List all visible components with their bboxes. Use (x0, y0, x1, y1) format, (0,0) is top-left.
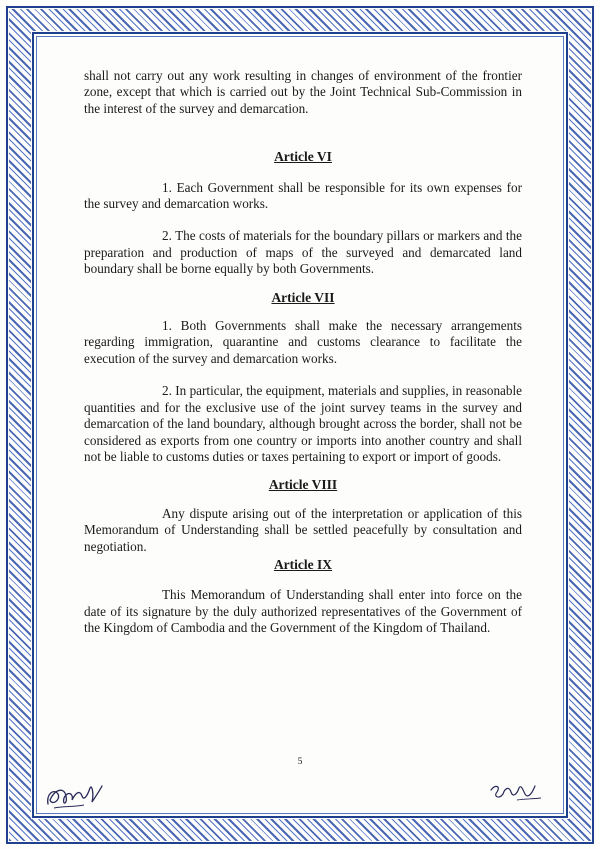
article-7-paragraph-1: 1. Both Governments shall make the necessary arrangements regarding immigration, quarantine and customs clearance to facilitate the execution of the survey and demarcation works. (84, 318, 522, 366)
left-signature-icon (44, 776, 124, 812)
article-6-paragraph-1: 1. Each Government shall be responsible for its own expenses for the survey and demarcation works. (84, 179, 522, 212)
article-6-paragraph-2: 2. The costs of materials for the boundary pillars or markers and the preparation and production of maps of the surveyed and demarcated land boundary shall be borne equally by both Governments. (84, 228, 522, 277)
page-number: 5 (297, 757, 303, 767)
intro-paragraph: shall not carry out any work resulting in changes of environment of the frontier zone, except that which is carried out by the Joint Technical Sub-Commission in the interest of the survey and demarcation. (84, 68, 522, 116)
article-8-paragraph-1: Any dispute arising out of the interpretation or application of this Memorandum of Understanding shall be settled peacefully by consultation and negotiation. (84, 505, 522, 554)
article-7-heading: Article VII (271, 289, 335, 305)
document-body (84, 68, 522, 637)
article-6-heading: Article VI (274, 149, 332, 165)
article-8-heading: Article VIII (268, 477, 338, 493)
article-7-paragraph-2: 2. In particular, the equipment, materials and supplies, in reasonable quantities and for the exclusive use of the joint survey teams in the survey and demarcation of the land boundary, although brought across the border, shall not be considered as exports from one country or imports into another country and shall not be liable to customs duties or taxes pertaining to export or import of goods. (84, 383, 522, 464)
article-9-heading: Article IX (273, 556, 333, 572)
article-9-paragraph-1: This Memorandum of Understanding shall enter into force on the date of its signature by the duly authorized representatives of the Government of the Kingdom of Cambodia and the Government of the Kingdom of Thailand. (84, 587, 522, 636)
right-signature-icon (487, 776, 547, 806)
